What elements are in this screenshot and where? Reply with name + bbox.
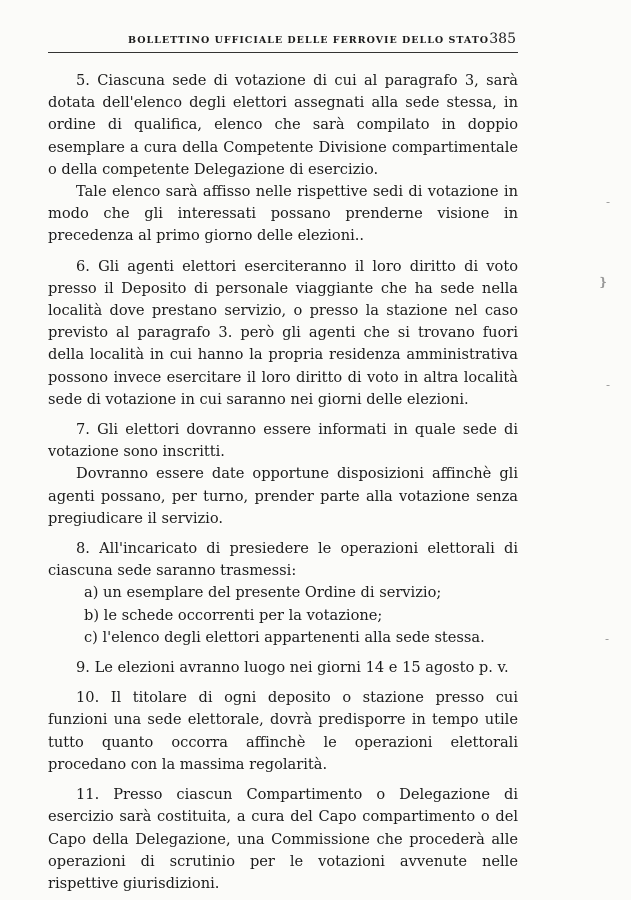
list-item-b: b) le schede occorrenti per la votazione; [84,606,383,624]
paragraph-7-continued: Dovranno essere date opportune disposizioni affinchè gli agenti possano, per turno, prender parte alla votazione senza pregiudicare il servizio. [48,465,518,527]
margin-dash-mark: - [605,632,610,646]
margin-dash-mark: - [606,195,611,209]
page-header [48,31,518,52]
paragraph-11: 11. Presso ciascun Compartimento o Delegazione di esercizio sarà costituita, a cura del Capo compartimento o del Capo della Delegazione, una Commissione che procederà alle operazioni di scrutinio per le votazioni avvenute nelle rispettive giurisdizioni. [48,786,518,892]
paragraph-10: 10. Il titolare di ogni deposito o stazione presso cui funzioni una sede elettorale, dovrà predisporre in tempo utile tutto quanto occorra affinchè le operazioni elettorali procedano con la massima regolarità. [48,689,518,773]
paragraph-8: 8. All'incaricato di presiedere le operazioni elettorali di ciascuna sede saranno trasmessi: [48,540,518,580]
list-item-c: c) l'elenco degli elettori appartenenti alla sede stessa. [84,628,485,646]
margin-dash-mark: - [606,378,611,392]
page-number: 385 [489,31,516,47]
paragraph-7: 7. Gli elettori dovranno essere informati in quale sede di votazione sono inscritti. [48,421,518,461]
paragraph-5-continued: Tale elenco sarà affisso nelle rispettive sedi di votazione in modo che gli interessati possano prenderne visione in precedenza al primo giorno delle elezioni.. [48,183,518,245]
paragraph-5: 5. Ciascuna sede di votazione di cui al paragrafo 3, sarà dotata dell'elenco degli elettori assegnati alla sede stessa, in ordine di qualifica, elenco che sarà compilato in doppio esemplare a cura della Competente Divisione compartimentale o della competente Delegazione di esercizio. [48,72,518,178]
list-item-a: a) un esemplare del presente Ordine di servizio; [84,584,442,602]
paragraph-6: 6. Gli agenti elettori eserciteranno il loro diritto di voto presso il Deposito di personale viaggiante che ha sede nella località dove prestano servizio, o presso la stazione nel caso previsto al paragrafo 3. però gli agenti che si trovano fuori della località in cui hanno la propria residenza amministrativa possono invece esercitare il loro diritto di voto in altra località sede di votazione in cui saranno nei giorni delle elezioni. [48,257,518,408]
header-rule [48,52,518,53]
paragraph-9: 9. Le elezioni avranno luogo nei giorni 14 e 15 agosto p. v. [76,659,509,677]
running-header-title: BOLLETTINO UFFICIALE DELLE FERROVIE DELLO STATO [128,35,490,46]
body-text [48,70,518,895]
margin-bracket-mark: ❵ [598,275,609,289]
